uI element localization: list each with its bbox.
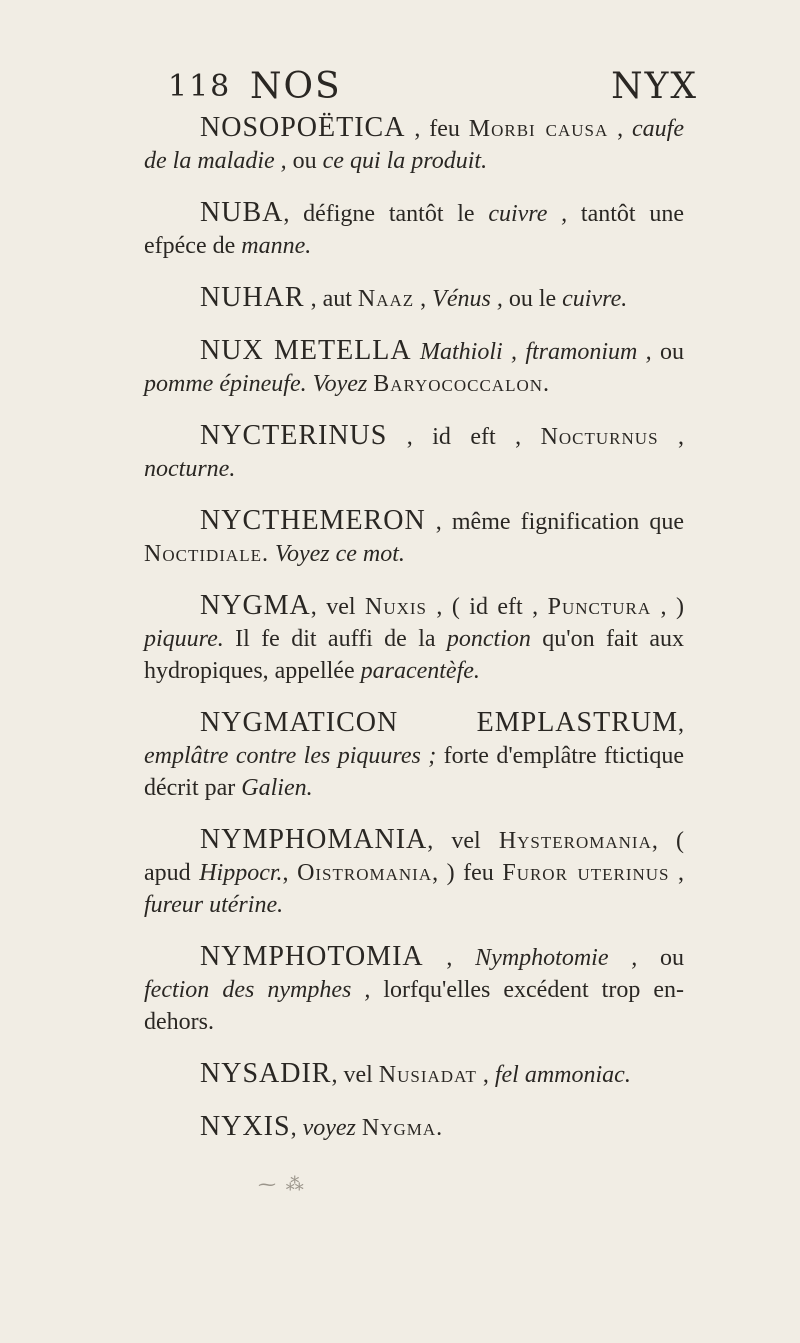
dictionary-entry <box>144 941 684 1038</box>
entry-text: , <box>290 1115 303 1141</box>
entry-small-caps: Punctura <box>547 594 652 620</box>
entry-small-caps: Hysteromania <box>498 828 652 854</box>
entry-small-caps: Naaz <box>357 286 415 312</box>
entry-italic: ponction <box>446 626 531 652</box>
entry-text: , <box>658 424 684 450</box>
entry-text: , vel <box>331 1062 379 1088</box>
entry-list <box>144 112 684 1164</box>
entry-text: , <box>608 116 632 142</box>
entry-text: ou <box>660 945 684 971</box>
dictionary-entry <box>144 112 684 177</box>
dictionary-entry <box>144 1058 684 1091</box>
dictionary-entry <box>144 707 684 804</box>
entry-italic: cuivre. <box>562 286 628 312</box>
entry-text: , <box>423 945 476 971</box>
entry-small-caps: Nuxis <box>364 594 427 620</box>
entry-text: , ( apud <box>144 828 684 886</box>
entry-text: , <box>678 711 684 737</box>
entry-italic: Nymphotomie , <box>475 945 660 971</box>
entry-headword: NYMPHOMANIA <box>200 824 428 855</box>
dictionary-entry <box>144 282 684 315</box>
entry-text: ou le <box>508 286 563 312</box>
entry-italic: nocturne. <box>144 456 236 482</box>
dictionary-entry <box>144 335 684 400</box>
entry-small-caps: Nusiadat <box>378 1062 477 1088</box>
entry-text: ou <box>660 339 685 365</box>
entry-headword: NYCTHEMERON <box>200 505 426 536</box>
entry-text: , <box>476 1062 495 1088</box>
entry-text: , vel <box>310 594 365 620</box>
entry-small-caps: Morbi causa <box>468 116 609 142</box>
entry-headword: NYSADIR <box>200 1058 332 1089</box>
tail-ornament: ⁓ ⁂ <box>258 1174 306 1195</box>
entry-italic: ce qui la produit. <box>322 148 488 174</box>
entry-text: , <box>669 860 685 886</box>
entry-text: , vel <box>427 828 499 854</box>
entry-italic: manne. <box>241 233 312 259</box>
entry-headword: NYGMATICON EMPLASTRUM <box>200 707 678 738</box>
dictionary-entry <box>144 505 684 570</box>
entry-text: , <box>282 860 298 886</box>
entry-text <box>412 339 420 365</box>
entry-headword: NYCTERINUS <box>200 420 388 451</box>
entry-headword: NYMPHOTOMIA <box>200 941 424 972</box>
entry-text: , feu <box>405 116 469 142</box>
entry-text: lorfqu'elles excédent trop en-dehors. <box>144 977 685 1035</box>
entry-italic: Hippocr. <box>199 860 283 886</box>
entry-small-caps: Nocturnus <box>540 424 659 450</box>
page-number: 118 <box>168 69 232 104</box>
entry-headword: NYXIS <box>200 1111 291 1142</box>
entry-text: , ( id eft , <box>427 594 548 620</box>
entry-italic: caufe de la maladie , <box>144 116 684 174</box>
entry-small-caps: Oistromania <box>297 860 433 886</box>
entry-italic: pomme épineufe. Voyez <box>144 371 374 397</box>
entry-headword: NYGMA <box>200 590 311 621</box>
entry-italic: fureur utérine. <box>144 892 284 918</box>
entry-headword: NUBA <box>200 197 284 228</box>
dictionary-entry <box>144 420 684 485</box>
left-guide-word: NOS <box>250 66 342 107</box>
entry-italic: voyez <box>302 1115 356 1141</box>
entry-text: , ) <box>651 594 684 620</box>
entry-italic: Voyez ce mot. <box>274 541 405 567</box>
entry-text: ou <box>292 148 323 174</box>
entry-headword: NUHAR <box>200 282 305 313</box>
entry-italic: fection des nymphes , <box>144 977 384 1003</box>
entry-text: , ) feu <box>432 860 503 886</box>
entry-small-caps: Baryococcalon. <box>373 371 551 397</box>
entry-italic: Mathioli , ftramonium , <box>419 339 661 365</box>
running-head <box>168 62 698 112</box>
entry-headword: NUX METELLA <box>200 335 412 366</box>
entry-italic: Vénus , <box>432 286 509 312</box>
dictionary-entry <box>144 197 684 262</box>
right-guide-word: NYX <box>611 66 698 107</box>
entry-text: Il fe dit auffi de la <box>223 626 447 652</box>
entry-small-caps: Nygma. <box>361 1115 444 1141</box>
entry-text: forte d'emplâtre ftictique décrit par <box>144 743 684 801</box>
entry-small-caps: Noctidiale. <box>144 541 269 567</box>
dictionary-entry <box>144 1111 684 1144</box>
entry-italic: emplâtre contre les piquures ; <box>144 743 437 769</box>
entry-italic: Galien. <box>241 775 313 801</box>
entry-italic: piquure. <box>144 626 224 652</box>
entry-italic: fel ammoniac. <box>494 1062 631 1088</box>
entry-small-caps: Furor uterinus <box>502 860 670 886</box>
entry-text: tantôt une efpéce de <box>144 201 684 259</box>
dictionary-entry <box>144 824 684 921</box>
entry-italic: cuivre , <box>488 201 581 227</box>
entry-text: , même fignification que <box>425 509 684 535</box>
entry-italic: paracentèfe. <box>360 658 480 684</box>
entry-headword: NOSOPOËTICA <box>200 112 406 143</box>
dictionary-entry <box>144 590 684 687</box>
entry-text: qu'on fait aux hydropiques, appellée <box>144 626 684 684</box>
entry-text: , aut <box>304 286 358 312</box>
entry-text: , <box>414 286 433 312</box>
entry-text: , id eft , <box>387 424 541 450</box>
entry-text: , défigne tantôt le <box>283 201 489 227</box>
